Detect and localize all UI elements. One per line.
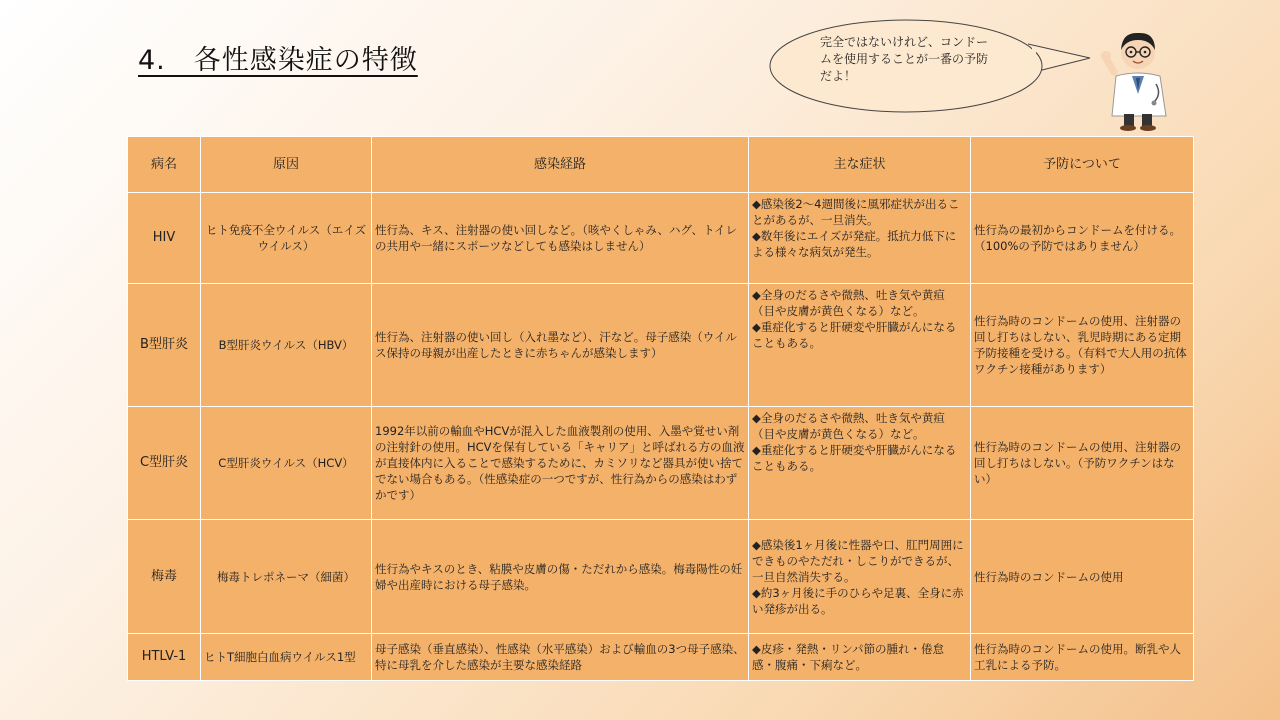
symptom-item: ◆感染後2～4週間後に風邪症状が出ることがあるが、一旦消失。 — [752, 197, 960, 227]
header-cause: 原因 — [201, 137, 372, 193]
speech-bubble-text — [820, 34, 1035, 85]
header-disease: 病名 — [128, 137, 201, 193]
symptom-item: ◆皮疹・発熱・リンパ節の腫れ・倦怠感・腹痛・下痢など。 — [752, 642, 945, 672]
disease-name: HTLV-1 — [128, 634, 201, 681]
bubble-line: ムを使用することが一番の予防 — [820, 52, 989, 66]
symptom-item: ◆重症化すると肝硬変や肝臓がんになることもある。 — [752, 320, 957, 350]
doctor-illustration-icon — [1098, 28, 1182, 132]
symptoms-cell — [749, 407, 971, 520]
symptom-item: ◆全身のだるさや微熱、吐き気や黄疸（目や皮膚が黄色くなる）など。 — [752, 411, 945, 441]
cause-cell: 梅毒トレポネーマ（細菌） — [201, 520, 372, 634]
prevention-cell: 性行為時のコンドームの使用。断乳や人工乳による予防。 — [971, 634, 1194, 681]
symptom-item: ◆約3ヶ月後に手のひらや足裏、全身に赤い発疹が出る。 — [752, 585, 964, 616]
symptom-item: ◆感染後1ヶ月後に性器や口、肛門周囲にできものやただれ・しこりができるが、一旦自然消失する。 — [752, 537, 964, 584]
symptoms-cell — [749, 520, 971, 634]
route-cell: 性行為、キス、注射器の使い回しなど。（咳やくしゃみ、ハグ、トイレの共用や一緒にスポーツなどしても感染はしません） — [372, 193, 749, 284]
cause-cell: ヒト免疫不全ウイルス（エイズウイルス） — [201, 193, 372, 284]
table-row — [128, 407, 1194, 520]
table-header-row — [128, 137, 1194, 193]
bubble-line: だよ！ — [820, 69, 857, 83]
route-cell: 性行為やキスのとき、粘膜や皮膚の傷・ただれから感染。梅毒陽性の妊婦や出産時における母子感染。 — [372, 520, 749, 634]
symptom-item: ◆全身のだるさや微熱、吐き気や黄疸（目や皮膚が黄色くなる）など。 — [752, 288, 945, 318]
table-row — [128, 193, 1194, 284]
slide-title: 4. 各性感染症の特徴 — [138, 45, 418, 76]
prevention-cell: 性行為時のコンドームの使用、注射器の回し打ちはしない、乳児時期にある定期予防接種を受ける。（有料で大人用の抗体ワクチン接種があります） — [971, 284, 1194, 407]
symptom-item: ◆重症化すると肝硬変や肝臓がんになることもある。 — [752, 443, 957, 473]
route-cell: 母子感染（垂直感染）、性感染（水平感染）および輸血の3つ母子感染、特に母乳を介した感染が主要な感染経路 — [372, 634, 749, 681]
disease-name: B型肝炎 — [128, 284, 201, 407]
bubble-line: 完全ではないけれど、コンドー — [820, 35, 989, 49]
header-route: 感染経路 — [372, 137, 749, 193]
symptoms-cell — [749, 634, 971, 681]
table-row — [128, 520, 1194, 634]
header-prevention: 予防について — [971, 137, 1194, 193]
prevention-cell: 性行為時のコンドームの使用 — [971, 520, 1194, 634]
symptom-item: ◆数年後にエイズが発症。抵抗力低下による様々な病気が発生。 — [752, 229, 957, 259]
prevention-cell: 性行為の最初からコンドームを付ける。（100%の予防ではありません） — [971, 193, 1194, 284]
disease-name: HIV — [128, 193, 201, 284]
table-row — [128, 634, 1194, 681]
cause-cell: C型肝炎ウイルス（HCV） — [201, 407, 372, 520]
route-cell: 1992年以前の輸血やHCVが混入した血液製剤の使用、入墨や覚せい剤の注射針の使用。HCVを保有している「キャリア」と呼ばれる方の血液が直接体内に入ることで感染するために、カミソリなど器具が使い捨てでない場合もある。（性感染症の一つですが、性行為からの感染はわずかです） — [372, 407, 749, 520]
std-characteristics-table — [127, 136, 1194, 681]
table-row — [128, 284, 1194, 407]
disease-name: C型肝炎 — [128, 407, 201, 520]
symptoms-cell — [749, 284, 971, 407]
symptoms-cell — [749, 193, 971, 284]
prevention-cell: 性行為時のコンドームの使用、注射器の回し打ちはしない。（予防ワクチンはない） — [971, 407, 1194, 520]
route-cell: 性行為、注射器の使い回し（入れ墨など）、汗など。母子感染（ウイルス保持の母親が出産したときに赤ちゃんが感染します） — [372, 284, 749, 407]
cause-cell: ヒトT細胞白血病ウイルス1型 — [201, 634, 372, 681]
header-symptoms: 主な症状 — [749, 137, 971, 193]
cause-cell: B型肝炎ウイルス（HBV） — [201, 284, 372, 407]
disease-name: 梅毒 — [128, 520, 201, 634]
